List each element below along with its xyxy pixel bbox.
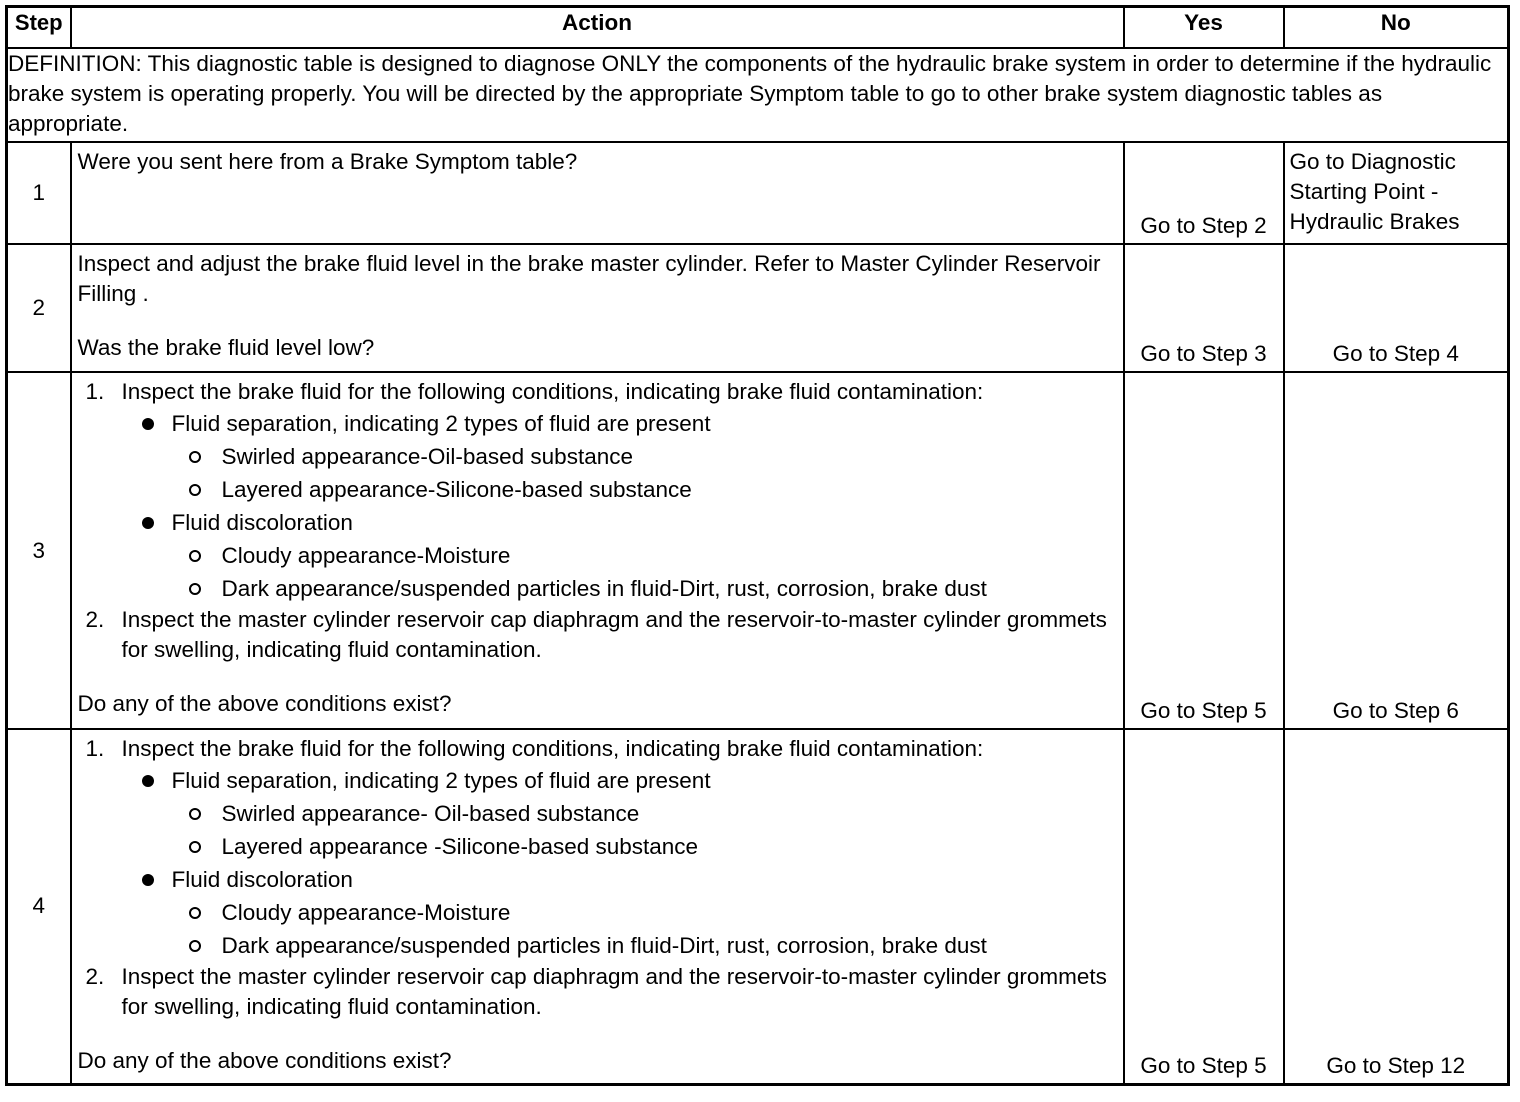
definition-text: DEFINITION: This diagnostic table is designed to diagnose ONLY the components of the hydraulic brake system in order to determine if the hydraulic brake system is operating properly. You will be directed by the appropriate Symptom table to go to other brake system diagnostic tables as appropriate. xyxy=(7,48,1509,142)
item-text: Dark appearance/suspended particles in fluid-Dirt, rust, corrosion, brake dust xyxy=(221,933,987,958)
circle-bullet-icon xyxy=(189,808,201,820)
item-text: Inspect the brake fluid for the following conditions, indicating brake fluid contamination: xyxy=(121,379,984,404)
item-text: Cloudy appearance-Moisture xyxy=(221,900,511,925)
circle-bullet-icon xyxy=(189,451,201,463)
no-cell: Go to Diagnostic Starting Point - Hydraulic Brakes xyxy=(1284,142,1509,244)
sub-bullet-list xyxy=(172,440,1117,506)
list-item xyxy=(78,605,1117,665)
bullet-icon xyxy=(142,874,154,886)
circle-bullet-icon xyxy=(189,583,201,595)
no-column-header: No xyxy=(1284,7,1509,49)
diagnostic-table xyxy=(5,5,1510,1086)
numbered-list xyxy=(78,734,1117,1022)
question-text: Was the brake fluid level low? xyxy=(77,335,375,360)
action-cell xyxy=(71,142,1124,244)
list-item xyxy=(78,962,1117,1022)
list-item xyxy=(78,377,1117,605)
item-number: 1. xyxy=(85,379,105,404)
item-text: Fluid separation, indicating 2 types of fluid are present xyxy=(171,411,711,436)
table-row xyxy=(7,142,1509,244)
circle-bullet-icon xyxy=(189,940,201,952)
list-item xyxy=(172,572,1117,605)
step-number: 3 xyxy=(7,372,71,729)
yes-cell: Go to Step 5 xyxy=(1124,729,1284,1084)
yes-cell: Go to Step 2 xyxy=(1124,142,1284,244)
table-row xyxy=(7,729,1509,1084)
item-text: Fluid discoloration xyxy=(171,867,353,892)
item-number: 2. xyxy=(85,964,105,989)
sub-bullet-list xyxy=(172,896,1117,962)
action-text: Were you sent here from a Brake Symptom table? xyxy=(77,149,578,174)
list-item xyxy=(172,440,1117,473)
list-item xyxy=(172,473,1117,506)
item-text: Cloudy appearance-Moisture xyxy=(221,543,511,568)
step-number: 4 xyxy=(7,729,71,1084)
table-row xyxy=(7,372,1509,729)
sub-bullet-list xyxy=(172,797,1117,863)
action-cell xyxy=(71,244,1124,372)
step-number: 1 xyxy=(7,142,71,244)
item-text: Swirled appearance-Oil-based substance xyxy=(221,444,633,469)
item-text: Fluid discoloration xyxy=(171,510,353,535)
no-cell: Go to Step 12 xyxy=(1284,729,1509,1084)
yes-cell: Go to Step 5 xyxy=(1124,372,1284,729)
list-item xyxy=(122,407,1117,506)
question-text: Do any of the above conditions exist? xyxy=(77,691,452,716)
yes-column-header: Yes xyxy=(1124,7,1284,49)
definition-row xyxy=(7,48,1509,142)
table-row xyxy=(7,244,1509,372)
list-item xyxy=(122,863,1117,962)
bullet-icon xyxy=(142,517,154,529)
item-text: Layered appearance-Silicone-based substance xyxy=(221,477,692,502)
bullet-list xyxy=(122,764,1117,962)
step-column-header: Step xyxy=(7,7,71,49)
circle-bullet-icon xyxy=(189,550,201,562)
list-item xyxy=(172,830,1117,863)
no-cell: Go to Step 6 xyxy=(1284,372,1509,729)
header-row xyxy=(7,7,1509,49)
item-text: Swirled appearance- Oil-based substance xyxy=(221,801,640,826)
circle-bullet-icon xyxy=(189,907,201,919)
yes-cell: Go to Step 3 xyxy=(1124,244,1284,372)
list-item xyxy=(172,929,1117,962)
no-cell: Go to Step 4 xyxy=(1284,244,1509,372)
item-text: Dark appearance/suspended particles in fluid-Dirt, rust, corrosion, brake dust xyxy=(221,576,987,601)
sub-bullet-list xyxy=(172,539,1117,605)
list-item xyxy=(122,764,1117,863)
bullet-list xyxy=(122,407,1117,605)
circle-bullet-icon xyxy=(189,841,201,853)
bullet-icon xyxy=(142,418,154,430)
bullet-icon xyxy=(142,775,154,787)
item-text: Inspect the master cylinder reservoir cap diaphragm and the reservoir-to-master cylinder grommets for swelling, indicating fluid contamination. xyxy=(121,964,1107,1019)
list-item xyxy=(122,506,1117,605)
item-number: 2. xyxy=(85,607,105,632)
item-number: 1. xyxy=(85,736,105,761)
item-text: Inspect the master cylinder reservoir cap diaphragm and the reservoir-to-master cylinder grommets for swelling, indicating fluid contamination. xyxy=(121,607,1107,662)
list-item xyxy=(172,896,1117,929)
list-item xyxy=(172,797,1117,830)
action-text: Inspect and adjust the brake fluid level in the brake master cylinder. Refer to Master Cylinder Reservoir Filling . xyxy=(77,251,1101,306)
item-text: Layered appearance -Silicone-based substance xyxy=(221,834,699,859)
list-item xyxy=(172,539,1117,572)
item-text: Fluid separation, indicating 2 types of fluid are present xyxy=(171,768,711,793)
list-item xyxy=(78,734,1117,962)
circle-bullet-icon xyxy=(189,484,201,496)
step-number: 2 xyxy=(7,244,71,372)
item-text: Inspect the brake fluid for the following conditions, indicating brake fluid contamination: xyxy=(121,736,984,761)
action-cell xyxy=(71,729,1124,1084)
numbered-list xyxy=(78,377,1117,665)
action-column-header: Action xyxy=(71,7,1124,49)
action-cell xyxy=(71,372,1124,729)
question-text: Do any of the above conditions exist? xyxy=(77,1048,452,1073)
